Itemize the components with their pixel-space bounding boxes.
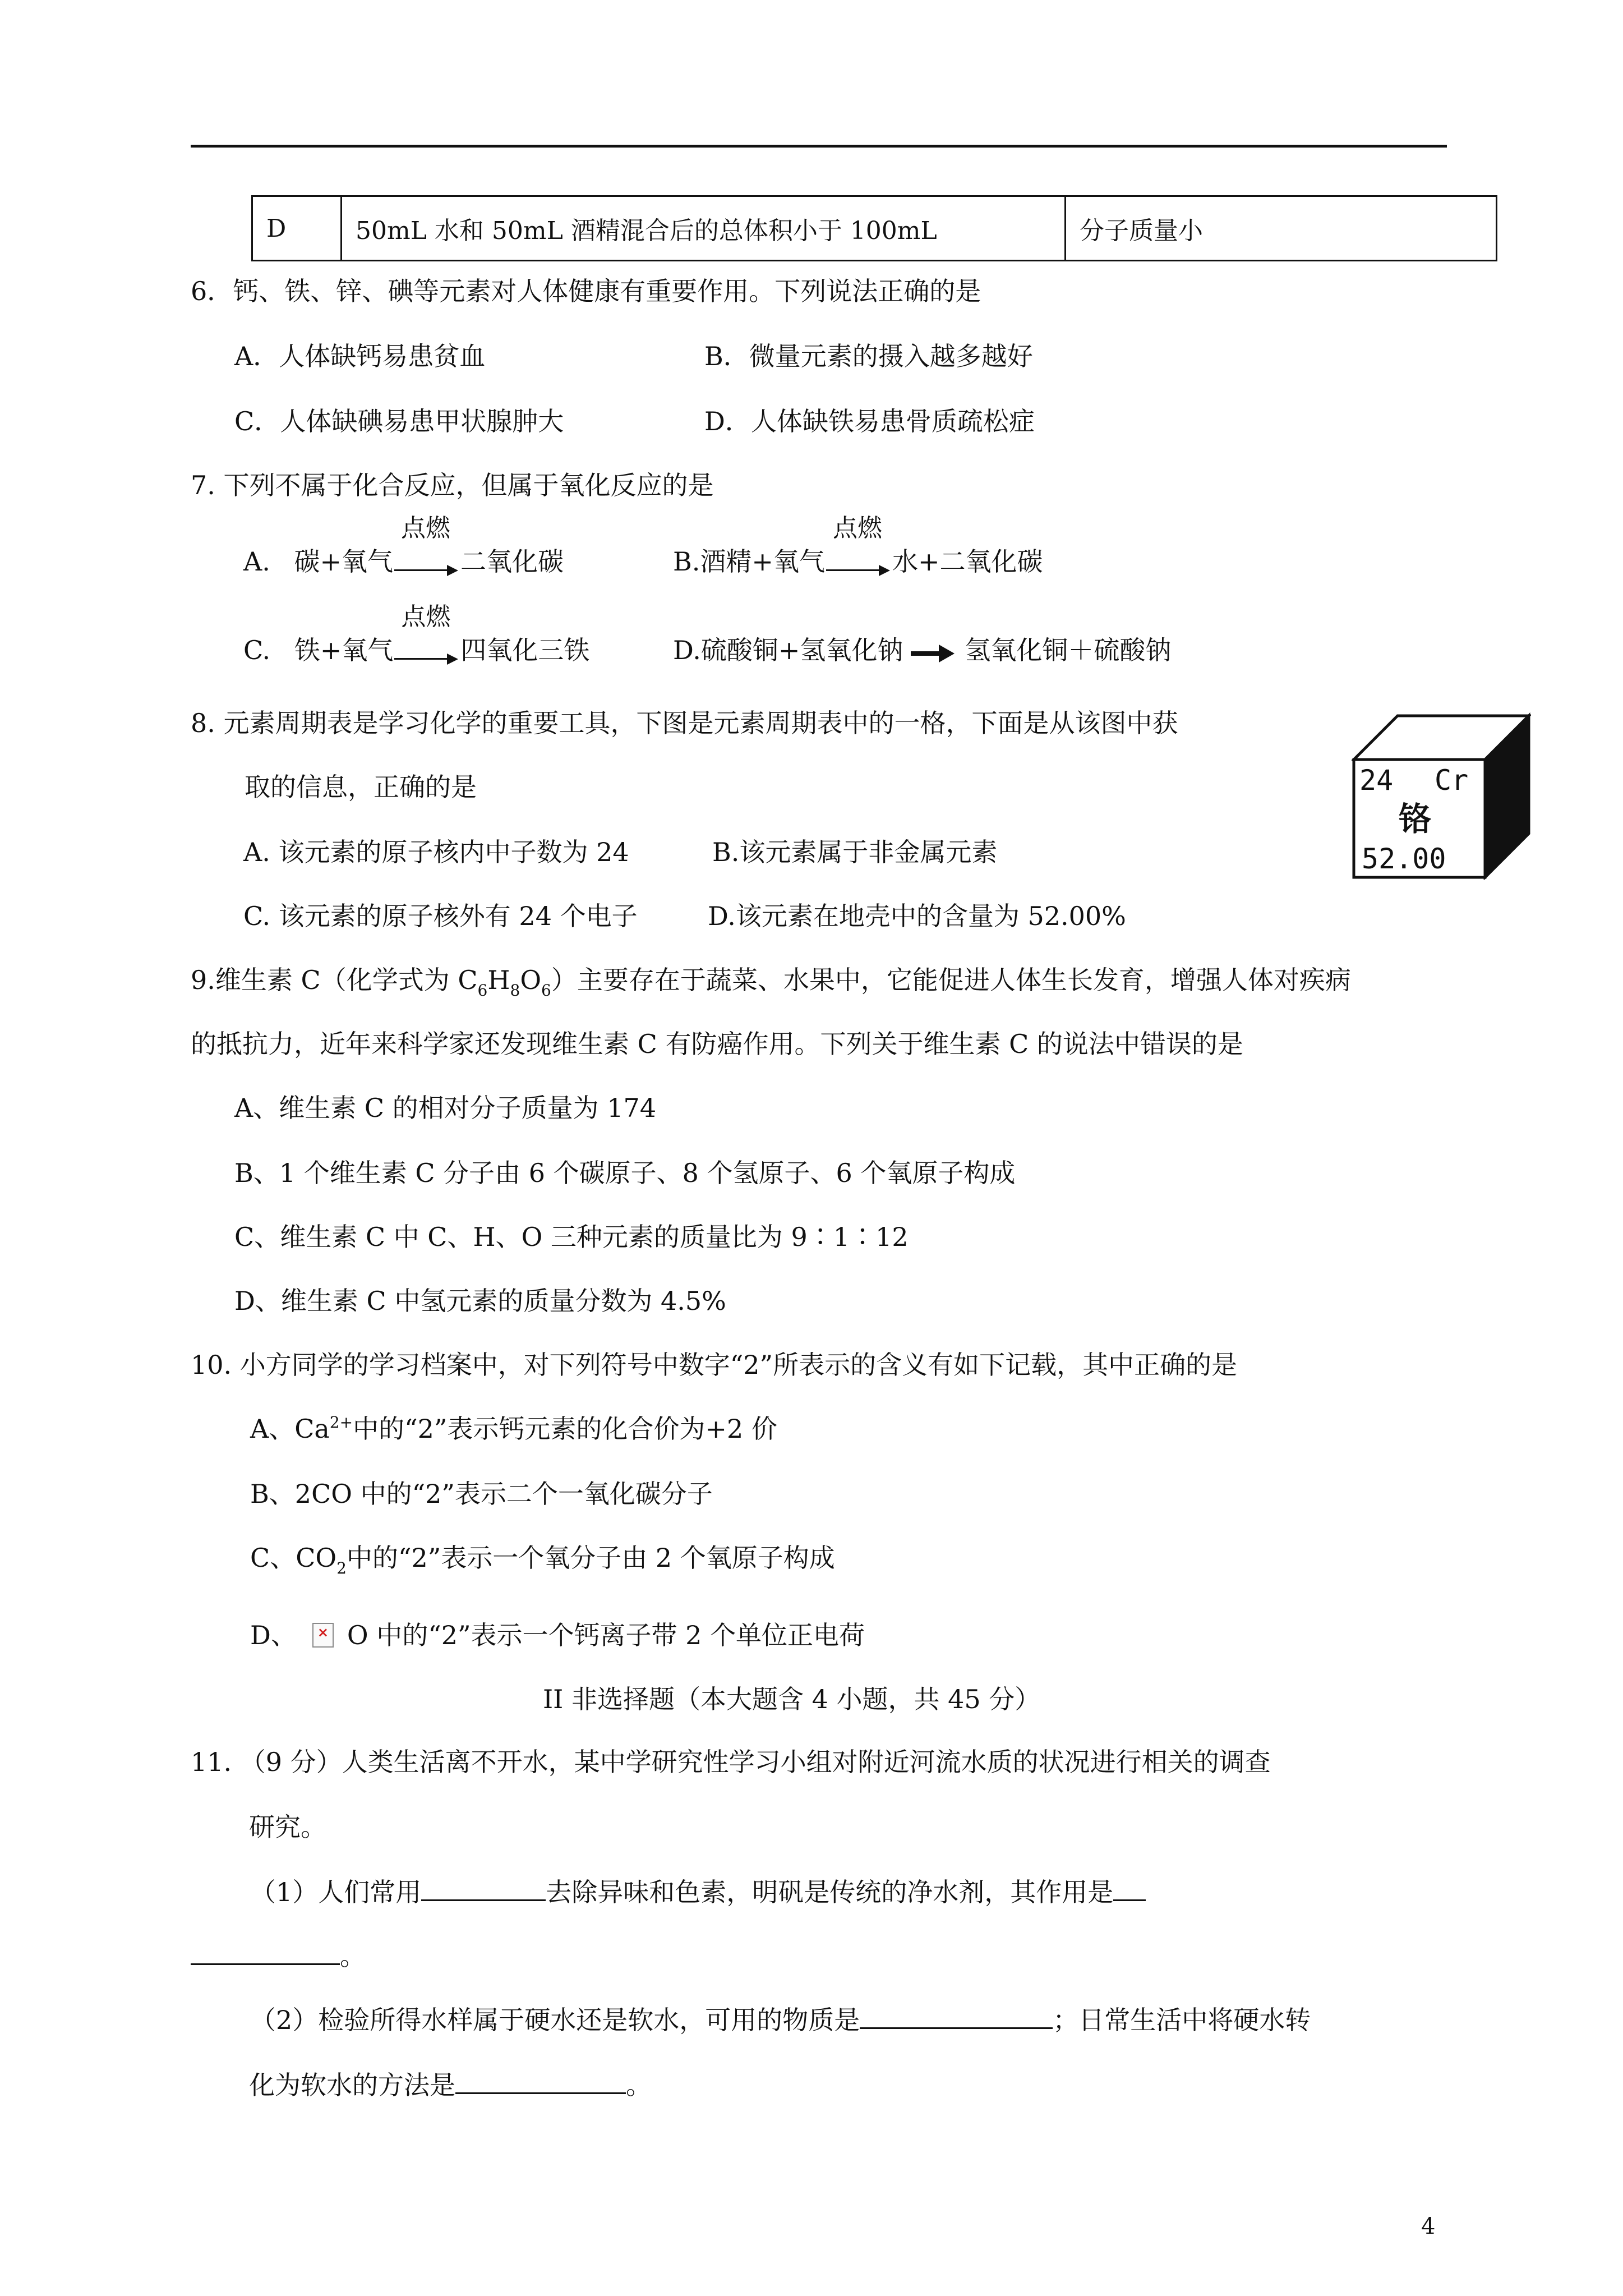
question-9-stem-line2: 的抵抗力，近年来科学家还发现维生素 C 有防癌作用。下列关于维生素 C 的说法中错误的是 — [191, 1029, 1243, 1059]
formula-h: H — [487, 965, 510, 995]
question-6-option-c: C．人体缺碘易患甲状腺肿大 — [234, 406, 564, 436]
question-11-stem-line1: 11. （9 分）人类生活离不开水，某中学研究性学习小组对附近河流水质的状况进行相关的调查 — [191, 1747, 1271, 1777]
reaction-condition: 点燃 — [832, 514, 882, 542]
question-11-stem-line2: 研究。 — [249, 1812, 326, 1842]
answer-blank[interactable] — [1113, 1895, 1146, 1901]
answer-blank[interactable] — [421, 1895, 546, 1901]
superscript: 2+ — [329, 1413, 353, 1432]
products: 氢氧化铜＋硫酸钠 — [965, 635, 1172, 665]
option-a-label: A. — [243, 546, 270, 577]
question-9-option-b: B、1 个维生素 C 分子由 6 个碳原子、8 个氢原子、6 个氧原子构成 — [234, 1158, 1016, 1188]
question-8-option-c: C. 该元素的原子核外有 24 个电子 — [243, 901, 638, 931]
reaction-arrow-icon — [393, 602, 460, 663]
reactants: D.硫酸铜+氢氧化钠 — [673, 635, 903, 665]
question-6-option-b: B．微量元素的摄入越多越好 — [704, 341, 1033, 371]
question-8-option-a: A. 该元素的原子核内中子数为 24 — [243, 837, 629, 867]
section-heading: II 非选择题（本大题含 4 小题，共 45 分） — [543, 1684, 1041, 1714]
question-8-stem-line1: 8. 元素周期表是学习化学的重要工具，下图是元素周期表中的一格，下面是从该图中获 — [191, 708, 1178, 738]
reaction-condition: 点燃 — [401, 514, 451, 542]
reactants: B.酒精+氧气 — [673, 546, 825, 577]
option-text: 中的“2”表示一个氧分子由 2 个氧原子构成 — [346, 1543, 835, 1573]
products: 水+二氧化碳 — [892, 546, 1043, 577]
question-9-stem-line1 — [191, 965, 1351, 1000]
question-10-option-c — [250, 1543, 835, 1577]
subscript: 8 — [510, 981, 520, 1000]
answer-blank[interactable] — [455, 2088, 626, 2094]
option-text: D、 — [250, 1620, 297, 1650]
question-7-option-b — [673, 514, 1043, 577]
question-11-part-2-continuation — [249, 2072, 652, 2098]
formula-o: O — [520, 965, 542, 995]
part-text: （1）人们常用 — [250, 1877, 422, 1907]
question-10-stem: 10. 小方同学的学习档案中，对下列符号中数字“2”所表示的含义有如下记载，其中正确的是 — [191, 1350, 1238, 1380]
part-text: 化为软水的方法是 — [249, 2070, 455, 2100]
question-10-option-a — [250, 1413, 777, 1444]
part-text: （2）检验所得水样属于硬水还是软水，可用的物质是 — [250, 2005, 860, 2035]
table-cell-phenomenon: 50mL 水和 50mL 酒精混合后的总体积小于 100mL — [342, 196, 1066, 261]
products: 四氧化三铁 — [460, 635, 590, 665]
question-10-option-b: B、2CO 中的“2”表示二个一氧化碳分子 — [250, 1479, 713, 1509]
question-8-option-d: D.该元素在地壳中的含量为 52.00% — [708, 901, 1126, 931]
part-text: 。 — [626, 2070, 652, 2100]
element-name: 铬 — [1399, 800, 1432, 838]
atomic-mass: 52.00 — [1362, 843, 1446, 875]
products: 二氧化碳 — [460, 546, 564, 577]
reaction-arrow-icon — [393, 514, 460, 574]
table-cell-explanation: 分子质量小 — [1066, 196, 1497, 261]
part-text: 去除异味和色素，明矾是传统的净水剂，其作用是 — [546, 1877, 1114, 1907]
answer-blank[interactable] — [860, 2023, 1053, 2029]
question-8-option-b: B.该元素属于非金属元素 — [712, 837, 998, 867]
table-cell-option: D — [252, 196, 342, 261]
table-row — [252, 196, 1497, 261]
header-rule — [191, 145, 1447, 148]
question-7-option-c — [243, 602, 590, 665]
question-11-part-1-continuation — [191, 1943, 366, 1969]
reaction-arrow-icon — [825, 514, 892, 574]
question-11-part-2 — [250, 2007, 1311, 2033]
atomic-number: 24 — [1359, 764, 1394, 797]
option-text: 中的“2”表示钙元素的化合价为+2 价 — [353, 1414, 777, 1444]
subscript: 2 — [336, 1559, 347, 1577]
question-7-stem: 7. 下列不属于化合反应，但属于氧化反应的是 — [191, 470, 714, 500]
option-text: A、Ca — [250, 1414, 330, 1444]
question-6-stem: 6．钙、铁、锌、碘等元素对人体健康有重要作用。下列说法正确的是 — [191, 276, 981, 306]
question-7-option-d — [673, 637, 1171, 663]
reaction-condition: 点燃 — [401, 602, 451, 631]
option-text: C、CO — [250, 1543, 337, 1573]
question-6-option-a: A．人体缺钙易患贫血 — [234, 341, 486, 371]
subscript: 6 — [541, 981, 551, 1000]
broken-image-icon: × — [312, 1623, 334, 1648]
stem-text: ）主要存在于蔬菜、水果中，它能促进人体生长发育，增强人体对疾病 — [551, 965, 1351, 995]
question-8-stem-line2: 取的信息，正确的是 — [245, 772, 477, 802]
question-9-option-a: A、维生素 C 的相对分子质量为 174 — [234, 1093, 657, 1123]
question-6-option-d: D．人体缺铁易患骨质疏松症 — [704, 406, 1035, 436]
answer-option-table — [251, 195, 1497, 261]
question-10-option-d — [250, 1622, 865, 1648]
option-c-label: C. — [243, 635, 271, 665]
option-text: O 中的“2”表示一个钙离子带 2 个单位正电荷 — [347, 1620, 865, 1650]
reactants: 铁+氧气 — [294, 635, 394, 665]
stem-text: 9.维生素 C（化学式为 C — [191, 965, 478, 995]
part-text: 。 — [340, 1941, 366, 1971]
question-9-option-d: D、维生素 C 中氢元素的质量分数为 4.5% — [234, 1286, 726, 1316]
element-symbol: Cr — [1435, 764, 1469, 797]
reactants: 碳+氧气 — [294, 546, 394, 577]
question-9-option-c: C、维生素 C 中 C、H、O 三种元素的质量比为 9∶1∶12 — [234, 1222, 909, 1252]
part-text: ；日常生活中将硬水转 — [1053, 2005, 1311, 2035]
answer-blank[interactable] — [191, 1959, 340, 1965]
subscript: 6 — [477, 981, 488, 1000]
page-number: 4 — [1421, 2214, 1436, 2239]
periodic-table-cell — [1352, 711, 1531, 880]
question-7-option-a — [243, 514, 564, 577]
reaction-arrow-icon — [911, 637, 957, 663]
question-11-part-1 — [250, 1879, 1146, 1905]
